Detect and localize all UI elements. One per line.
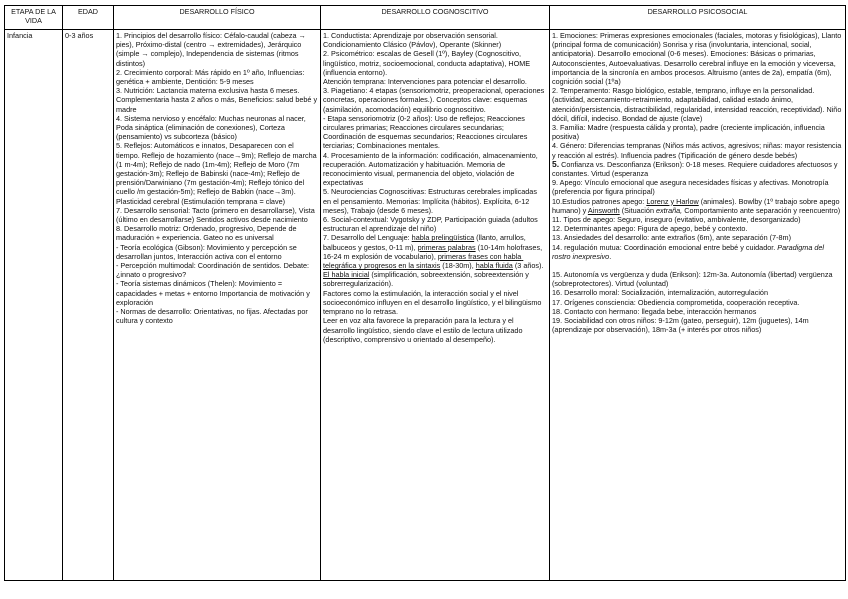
physical-item: 2. Crecimiento corporal: Más rápido en 1º año, Influencias: genética + ambiente, Dentición: 5-9 meses <box>116 67 307 87</box>
cognitive-item: - Etapa sensoriomotriz (0-2 años): Uso de reflejos; Reacciones circulares primarias; Reacciones circulares secundarias; Coordinación de esquemas secundarios; Reacciones circulares terciarias; Combinaciones mentales. <box>323 113 530 151</box>
text-run: (simplificación, sobreextensión, sobreextensión y sobrerregularización). <box>323 270 531 289</box>
physical-item: 3. Nutrición: Lactancia materna exclusiva hasta 6 meses. Complementaria hasta 2 años o más, Beneficios: salud bebé y madre <box>116 86 320 114</box>
underlined-term: primeras frases con habla telegráfica y progresos en la sintaxis <box>323 251 524 271</box>
italic-term: Paradigma del rostro inexpresivo <box>552 242 827 261</box>
cognitive-cell <box>321 30 550 581</box>
underlined-term: Lorenz y Harlow <box>646 196 699 206</box>
psychosocial-item: 1. Emociones: Primeras expresiones emocionales (faciales, motoras y fisiológicas), Llanto (principal forma de comunicación) Sonrisa y risa (involuntaria, intencional, social, anticipatoria). Desarrollo emocional (0-6 meses). Emociones: Básicas o primarias, Autoconscientes, Autoevaluativas. Desarrollo cerebral influye en la emoción y viceversa, importancia de la sincronía en ambos procesos. Altruismo (antes de 2a), empatía (6m), cognición social (1ºa) <box>552 31 844 87</box>
psychosocial-item: 3. Familia: Madre (respuesta cálida y pronta), padre (creciente implicación, influencia positiva) <box>552 123 827 142</box>
psychosocial-cell <box>550 30 846 581</box>
text-run: Comportamiento ante separación y reencuentro) <box>682 205 841 215</box>
psychosocial-item: 9. Apego: Vínculo emocional que asegura necesidades físicas y afectivas. Monotropía (preferencia por figura principal) <box>552 178 831 197</box>
underlined-term: Ainsworth <box>587 205 620 215</box>
psychosocial-item: 12. Determinantes apego: Figura de apego, bebé y contexto. <box>552 224 748 234</box>
underlined-term: habla fluida <box>475 261 513 271</box>
psychosocial-item: 19. Sociabilidad con otros niños: 9-12m (gateo, perseguir), 12m (juguetes), 14m (aprendizaje por observación), 18m-3a (+ interés por otros niños) <box>552 316 811 335</box>
psychosocial-item: 18. Contacto con hermano: llegada bebe, interacción hermanos <box>552 306 757 316</box>
header-psychosocial: DESARROLLO PSICOSOCIAL <box>550 6 846 30</box>
psychosocial-item: 4. Género: Diferencias tempranas (Niños más activos, agresivos; niñas: mayor resistencia y reacción al estrés). Influencia padres (Tipificación de género desde bebés) <box>552 141 844 160</box>
physical-item: - Normas de desarrollo: Orientativas, no fijas. Afectadas por cultura y contexto <box>116 307 310 326</box>
text-run: (llanto, arrullos, balbuceos y gestos, 0-11 m), <box>323 233 528 252</box>
text-run: (3 años). <box>512 261 546 271</box>
text-run: (animales). Bowlby (1º trabajo sobre apego humano) y <box>552 196 842 215</box>
spacer <box>552 261 843 270</box>
physical-item: - Teoría sistemas dinámicos (Thelen): Movimiento = capacidades + metas + entorno Importancia de motivación y exploración <box>116 279 312 307</box>
psychosocial-item: 13. Ansiedades del desarrollo: ante extraños (6m), ante separación (7-8m) <box>552 233 791 243</box>
underlined-term: primeras palabras <box>417 242 476 252</box>
cognitive-item: 3. Piagetiano: 4 etapas (sensoriomotriz, preoperacional, operaciones concretas, operaciones formales.). Conceptos clave: esquemas (asimilación, acomodación) equilibrio cognoscitivo. <box>323 86 547 114</box>
physical-item: 5. Reflejos: Automáticos e innatos, Desaparecen con el tiempo. Reflejo de hozamiento (nace→9m); Reflejo de marcha (1 m-4m); Reflejo de nado (1m-4m); Reflejo de Moro (7m gestación-3m); Reflejo de Babinski (nace-4m); Reflejo de prensión/Darwiniano (7m gestación-4m); Reflejo tónico del cuello /m gestación-5m); Reflejo de Babkin (nace→3m). Plasticidad cerebral (Estimulación temprana = clave) <box>116 141 319 206</box>
cognitive-item: 4. Procesamiento de la información: codificación, almacenamiento, recuperación. Automatización y habituación. Memoria de reconocimiento visual, permanencia del objeto, violación de expectativas <box>323 150 540 188</box>
text-run: 14. regulación mutua: Coordinación emocional entre bebé y cuidador. <box>552 242 778 252</box>
header-cognitive: DESARROLLO COGNOSCITIVO <box>321 6 550 30</box>
text-run: Confianza vs. Desconfianza (Erikson): 0-18 meses. Requiere cuidadores afectuosos y constantes. Virtud (esperanza <box>552 159 840 179</box>
psychosocial-item: 17. Orígenes consciencia: Obediencia comprometida, cooperación receptiva. <box>552 297 800 307</box>
cognitive-item: Factores como la estimulación, la interacción social y el nivel socioeconómico influyen en el desarrollo lingüístico, y el bilingüismo temprano no lo retrasa. <box>323 288 544 317</box>
header-age: EDAD <box>63 6 114 30</box>
item-number: 5. <box>552 158 560 169</box>
psychosocial-item <box>552 197 843 215</box>
psychosocial-item <box>552 243 843 261</box>
psychosocial-item: 2. Temperamento: Rasgo biológico, estable, temprano, influye en la personalidad. (actividad, acercamiento-retraimiento, adaptabilidad, calidad estado ánimo, atención/persistencia, distractibilidad, regularidad, intensidad reacción, receptividad). Niño dócil, difícil, indeciso. Bondad de ajuste (clave) <box>552 86 844 123</box>
development-table <box>4 5 846 581</box>
psychosocial-item: 11. Tipos de apego: Seguro, inseguro (evitativo, ambivalente, desorganizado) <box>552 215 801 225</box>
cognitive-item: Leer en voz alta favorece la preparación para la lectura y el desarrollo lingüístico, siendo clave el estilo de lectura utilizado (descriptivo, comprensivo u orientado al desempeño). <box>323 316 525 344</box>
cognitive-item: 6. Social-contextual: Vygotsky y ZDP, Participación guiada (adultos estructuran el aprendizaje del niño) <box>323 215 540 234</box>
cognitive-item: 5. Neurociencias Cognoscitivas: Estructuras cerebrales implicadas en el pensamiento. Memorias: Implícita (hábitos). Explícita, 6-12 meses), Trabajo (desde 6 meses). <box>323 187 539 215</box>
cognitive-item: 2. Psicométrico: escalas de Gesell (1º), Bayley (Cognoscitivo, lingüístico, motriz, socioemocional, conducta adaptativa), HOME (influencia entorno). <box>323 49 533 77</box>
age-cell: 0-3 años <box>63 30 114 581</box>
physical-item: - Teoría ecológica (Gibson): Movimiento y percepción se desarrollan juntos, Interacción activa con el entorno <box>116 242 299 261</box>
cognitive-item: 1. Conductista: Aprendizaje por observación sensorial. Condicionamiento Clásico (Pávlov), Operante (Skinner) <box>323 31 502 50</box>
physical-cell <box>114 30 321 581</box>
stage-cell: Infancia <box>5 30 63 581</box>
psychosocial-item: 16. Desarrollo moral: Socialización, internalización, autorregulación <box>552 288 768 298</box>
psychosocial-item: 15. Autonomía vs vergüenza y duda (Erikson): 12m-3a. Autonomía (libertad) vergüenza (sobreprotectores). Virtud (voluntad) <box>552 270 835 289</box>
text-run: (Situación <box>619 205 656 215</box>
cognitive-item: Atención temprana: Intervenciones para potenciar el desarrollo. <box>323 77 527 87</box>
underlined-term: habla prelingüística <box>411 233 475 243</box>
physical-item: 7. Desarrollo sensorial: Tacto (primero en desarrollarse), Vista (último en desarrollarse) Sentidos activos desde nacimiento <box>116 205 317 225</box>
italic-term: extraña, <box>656 205 683 215</box>
text-run: 7. Desarrollo del Lenguaje: <box>323 233 412 243</box>
text-run: (10-14m holofrases, 16-24 m explosión de vocabulario), <box>323 242 545 261</box>
header-row <box>5 6 846 30</box>
header-stage: ETAPA DE LA VIDA <box>5 6 63 30</box>
physical-item: 4. Sistema nervioso y encéfalo: Muchas neuronas al nacer, Poda sináptica (eliminación de conexiones), Corteza (pensamiento) vs subcorteza (básico) <box>116 113 308 142</box>
underlined-term: El habla inicial <box>323 270 370 280</box>
physical-item: - Percepción multimodal: Coordinación de sentidos. Debate: ¿innato o progresivo? <box>116 261 312 280</box>
language-item <box>323 233 547 288</box>
text-run: . <box>609 251 612 261</box>
table-row <box>5 30 846 581</box>
text-run: 10.Estudios patrones apego: <box>552 196 647 206</box>
text-run: (18-30m), <box>440 261 476 271</box>
physical-item: 1. Principios del desarrollo físico: Céfalo-caudal (cabeza → pies), Próximo-distal (centro → extremidades), Jerárquico (simple → complejo), Independencia de sistemas (ritmos distintos) <box>116 31 308 68</box>
header-physical: DESARROLLO FÍSICO <box>114 6 321 30</box>
psychosocial-item <box>552 160 843 178</box>
physical-item: 8. Desarrollo motriz: Ordenado, progresivo, Depende de maduración + experiencia. Gateo no es universal <box>116 224 299 243</box>
